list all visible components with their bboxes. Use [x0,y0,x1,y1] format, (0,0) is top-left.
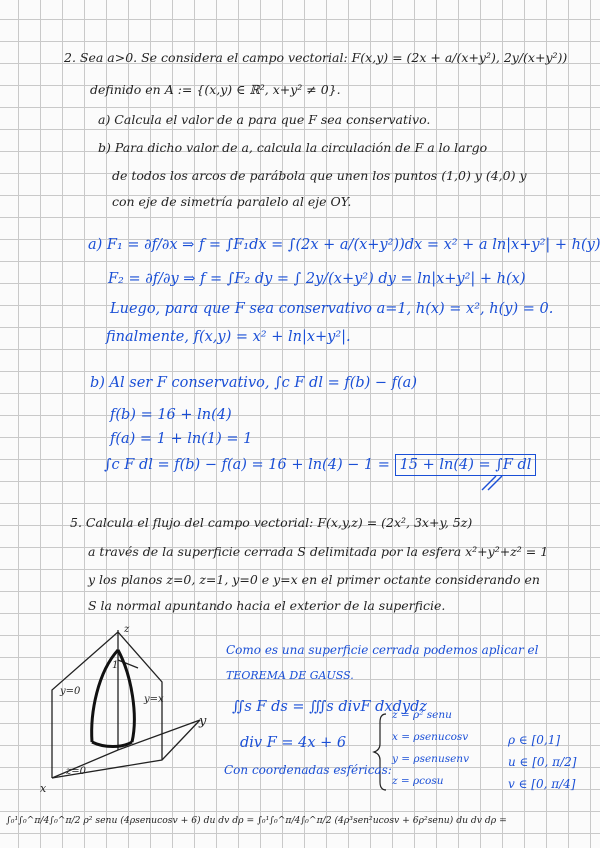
spherical-eq-2: x = ρsenucosv [392,731,469,743]
figure-label-y: y [199,714,207,729]
problem5-statement-line1: 5. Calcula el flujo del campo vectorial: F(x,y,z) = (2x², 3x+y, 5z) [70,515,473,530]
plane-y0-edge [52,632,118,778]
range-rho: ρ ∈ [0,1] [508,733,561,747]
range-v: v ∈ [0, π/4] [508,777,576,791]
figure-label-one: 1 [112,660,119,671]
problem5-statement-line4: S la normal apuntando hacia el exterior de la superficie. [88,598,446,613]
figure-label-z: z [124,624,130,635]
solution2a-line1: a) F₁ = ∂f/∂x ⇒ f = ∫F₁dx = ∫(2x + a/(x+y²))dx = x² + a ln|x+y²| + h(y) [88,237,600,253]
solution2b-line3: f(a) = 1 + ln(1) = 1 [110,431,253,447]
solution5-gauss: TEOREMA DE GAUSS. [226,669,354,682]
problem2-statement-line2: definido en A := {(x,y) ∈ ℝ², x+y² ≠ 0}. [90,82,341,97]
y-axis [118,720,200,750]
solution5-gauss-formula: ∬s F ds = ∭s divF dxdydz [232,699,427,715]
solution2b-boxed-result: 15 + ln(4) = ∫F dl [395,454,537,476]
problem2-statement-line1: 2. Sea a>0. Se considera el campo vectorial: F(x,y) = (2x + a/(x+y²), 2y/(x+y²)) [64,50,568,65]
solution2b-line1: b) Al ser F conservativo, ∫c F dl = f(b) − f(a) [90,375,417,391]
solution2a-line3: Luego, para que F sea conservativo a=1, h(x) = x², h(y) = 0. [110,301,554,317]
solution2a-line4: finalmente, f(x,y) = x² + ln|x+y²|. [106,329,351,345]
solution5-line1: Como es una superficie cerrada podemos aplicar el [226,643,539,657]
problem2-part-a: a) Calcula el valor de a para que F sea conservativo. [98,112,431,127]
problem5-statement-line2: a través de la superficie cerrada S delimitada por la esfera x²+y²+z² = 1 [88,544,549,559]
figure-label-yx: y=x [144,694,164,705]
solution2b-expression: ∫c F dl = f(b) − f(a) = 16 + ln(4) − 1 = [104,457,390,473]
problem5-statement-line3: y los planos z=0, z=1, y=0 e y=x en el primer octante considerando en [88,572,540,587]
range-u: u ∈ [0, π/2] [508,755,577,769]
spherical-eq-4: z = ρcosu [392,775,444,787]
spherical-eq-3: y = ρsenusenv [392,753,470,765]
problem2-part-b-line3: con eje de simetría paralelo al eje OY. [112,194,352,209]
top-plane-edge [118,660,138,668]
problem2-part-b: b) Para dicho valor de a, calcula la circulación de F a lo largo [98,140,488,155]
triple-integral-line: ∫₀¹∫₀^π/4∫₀^π/2 ρ² senu (4ρsenucosv + 6) du dv dρ = ∫₀¹∫₀^π/4∫₀^π/2 (4ρ³sen²ucosv + 6ρ²senu) du dv dρ = [6,815,507,826]
figure-label-z0: z=0 [66,766,87,777]
solution5-spherical-label: Con coordenadas esféricas: [224,763,392,777]
solution2b-line2: f(b) = 16 + ln(4) [110,407,232,423]
solution2a-line2: F₂ = ∂f/∂y ⇒ f = ∫F₂ dy = ∫ 2y/(x+y²) dy = ln|x+y²| + h(x) [108,271,526,287]
solution5-divergence: div F = 4x + 6 [240,735,347,751]
figure-label-x: x [40,782,47,795]
spherical-eq-1: z = ρ² senu [392,709,452,721]
coordinates-brace [374,714,386,790]
problem2-part-b-line2: de todos los arcos de parábola que unen los puntos (1,0) y (4,0) y [112,168,527,183]
figure-label-y0: y=0 [60,686,81,697]
result-strike-marks [482,476,502,490]
